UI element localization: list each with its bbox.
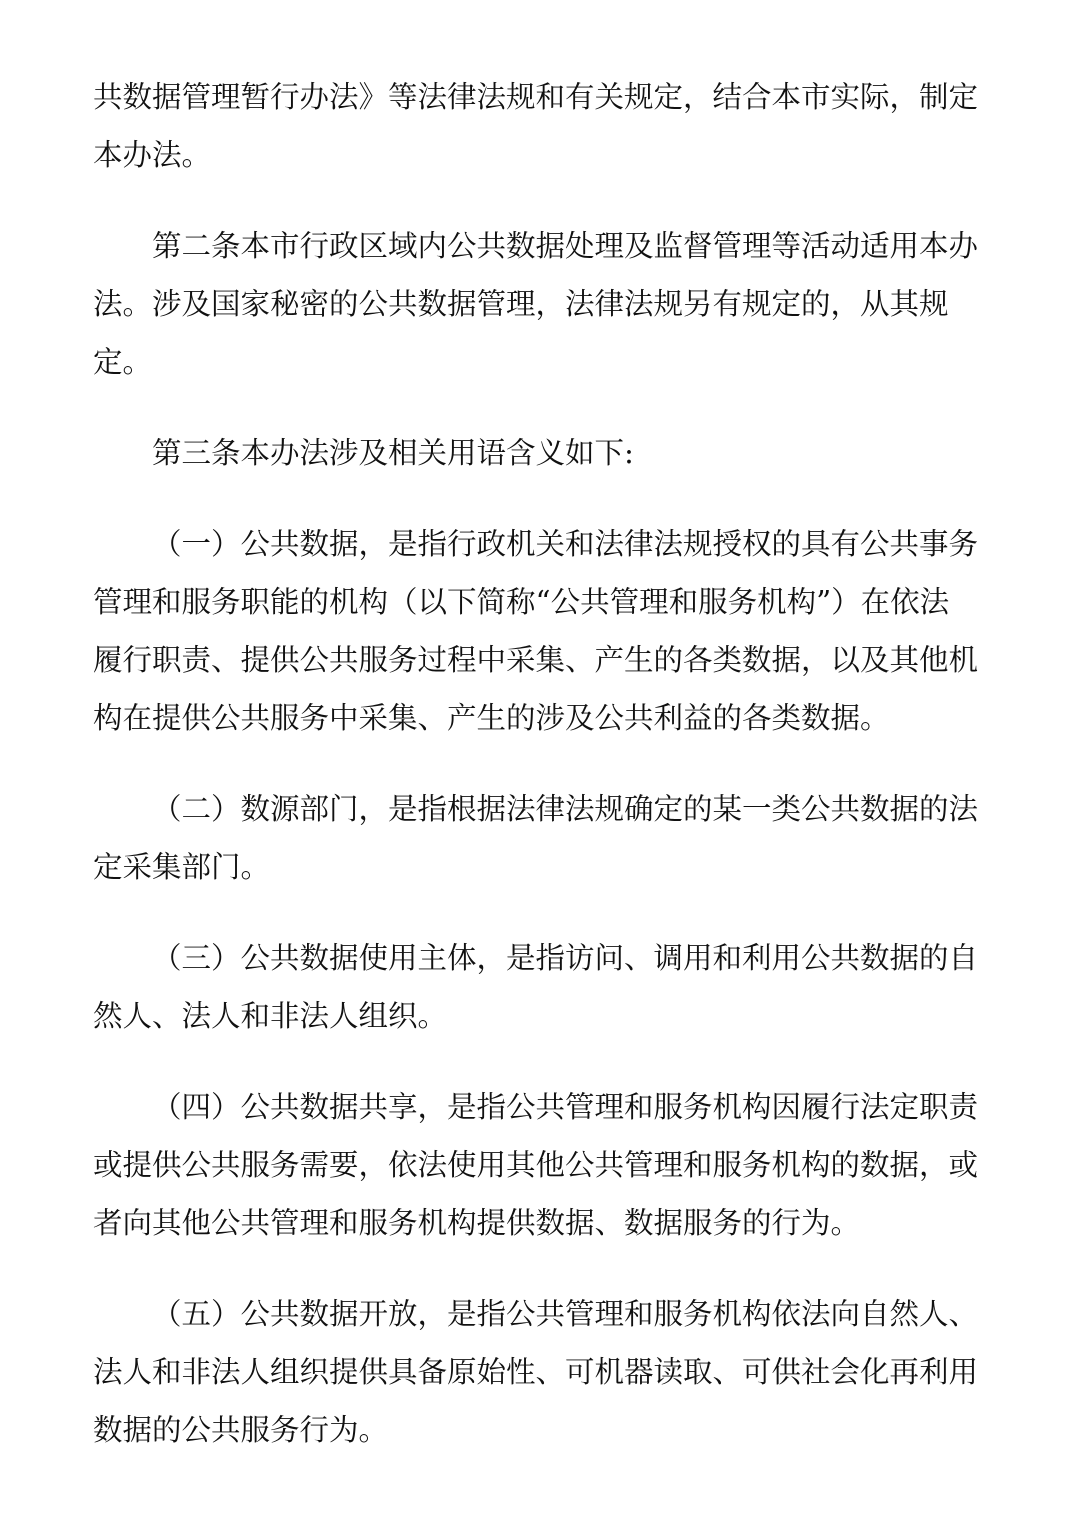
paragraph	[93, 1078, 979, 1252]
text-line: 法。涉及国家秘密的公共数据管理，法律法规另有规定的，从其规	[93, 287, 949, 321]
paragraph	[93, 424, 963, 482]
text-line: 定采集部门。	[93, 850, 271, 884]
paragraph	[93, 780, 979, 896]
text-line: 第三条本办法涉及相关用语含义如下:	[152, 436, 634, 470]
paragraph	[93, 929, 979, 1045]
text-line: 构在提供公共服务中采集、产生的涉及公共利益的各类数据。	[93, 701, 890, 735]
text-line: 第二条本市行政区域内公共数据处理及监督管理等活动适用本办	[152, 229, 979, 263]
text-line: （三）公共数据使用主体，是指访问、调用和利用公共数据的自	[152, 941, 979, 975]
text-line: 定。	[93, 345, 153, 379]
text-line: 数据的公共服务行为。	[93, 1413, 389, 1447]
paragraph	[93, 515, 979, 747]
text-line: 共数据管理暂行办法》等法律法规和有关规定，结合本市实际，制定	[93, 80, 979, 114]
paragraph	[93, 1285, 979, 1459]
text-line: 或提供公共服务需要，依法使用其他公共管理和服务机构的数据，或	[93, 1148, 979, 1182]
text-line: 履行职责、提供公共服务过程中采集、产生的各类数据，以及其他机	[93, 643, 979, 677]
text-line: 者向其他公共管理和服务机构提供数据、数据服务的行为。	[93, 1206, 861, 1240]
text-line: （五）公共数据开放，是指公共管理和服务机构依法向自然人、	[152, 1297, 979, 1331]
text-line: （二）数源部门，是指根据法律法规确定的某一类公共数据的法	[152, 792, 979, 826]
text-line: 法人和非法人组织提供具备原始性、可机器读取、可供社会化再利用	[93, 1355, 979, 1389]
paragraph	[93, 217, 979, 391]
text-line: 然人、法人和非法人组织。	[93, 999, 448, 1033]
document-body	[93, 68, 979, 1459]
text-line: （一）公共数据，是指行政机关和法律法规授权的具有公共事务	[152, 527, 979, 561]
text-line: （四）公共数据共享，是指公共管理和服务机构因履行法定职责	[152, 1090, 979, 1124]
paragraph	[93, 68, 979, 184]
text-line: 本办法。	[93, 138, 212, 172]
text-line: 管理和服务职能的机构（以下简称“公共管理和服务机构”）在依法	[93, 585, 950, 619]
